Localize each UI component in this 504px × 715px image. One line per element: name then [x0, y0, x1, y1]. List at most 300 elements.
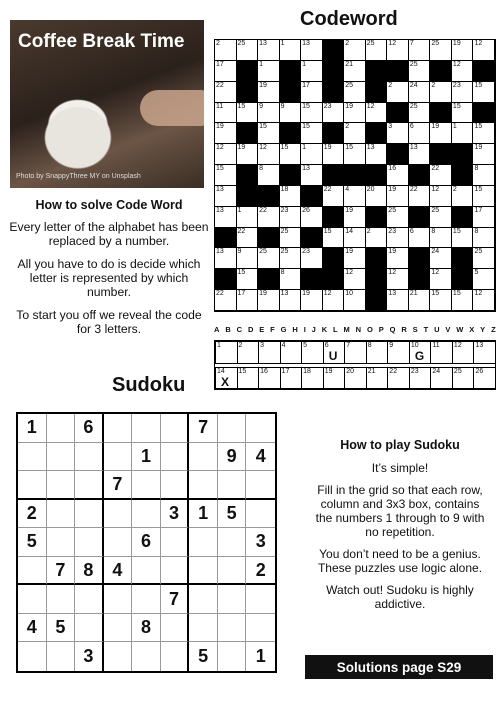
- sudoku-cell: 1: [189, 500, 218, 529]
- codeword-cell[interactable]: 12: [323, 290, 345, 311]
- codeword-cell[interactable]: 15: [323, 228, 345, 249]
- sudoku-cell[interactable]: [246, 414, 275, 443]
- alphabet-letter: Y: [480, 325, 486, 334]
- sudoku-cell[interactable]: [189, 528, 218, 557]
- key-number: 11: [432, 342, 440, 349]
- codeword-cell[interactable]: 19: [473, 144, 495, 165]
- sudoku-cell[interactable]: [75, 443, 104, 472]
- sudoku-cell: 7: [161, 585, 190, 614]
- key-cell[interactable]: [409, 341, 432, 364]
- codeword-black-cell: [366, 269, 388, 290]
- sudoku-title: Sudoku: [112, 374, 186, 396]
- sudoku-cell[interactable]: [47, 528, 76, 557]
- codeword-cell[interactable]: 8: [280, 269, 302, 290]
- codeword-black-cell: [387, 103, 409, 124]
- sudoku-cell: 1: [255, 646, 266, 667]
- codeword-cell[interactable]: 3: [387, 123, 409, 144]
- sudoku-cell[interactable]: [132, 585, 161, 614]
- codeword-cell[interactable]: 13: [301, 165, 323, 186]
- codeword-cell[interactable]: 11: [215, 103, 237, 124]
- key-cell[interactable]: [387, 367, 410, 390]
- sudoku-cell: 3: [161, 500, 190, 529]
- codeword-cell[interactable]: 8: [258, 165, 280, 186]
- codeword-cell[interactable]: 19: [430, 123, 452, 144]
- codeword-cell[interactable]: 8: [473, 165, 495, 186]
- codeword-cell[interactable]: 17: [237, 290, 259, 311]
- sudoku-cell[interactable]: [104, 614, 133, 643]
- codeword-cell[interactable]: 13: [280, 290, 302, 311]
- sudoku-cell[interactable]: [75, 500, 104, 529]
- sudoku-cell: 5: [189, 642, 218, 671]
- key-cell[interactable]: [258, 367, 281, 390]
- alphabet-letter: V: [445, 325, 451, 334]
- codeword-cell[interactable]: 1: [452, 123, 474, 144]
- key-number: 21: [367, 367, 376, 375]
- codeword-black-cell: [215, 228, 237, 249]
- sudoku-cell[interactable]: [104, 500, 133, 529]
- sudoku-cell[interactable]: [218, 557, 247, 586]
- codeword-cell[interactable]: 12: [258, 144, 280, 165]
- codeword-cell[interactable]: 18: [280, 186, 302, 207]
- codeword-black-cell: [387, 144, 409, 165]
- alphabet-letter: X: [469, 325, 475, 334]
- key-number: 4: [281, 342, 286, 349]
- sudoku-cell[interactable]: [161, 642, 190, 671]
- key-number: 13: [475, 342, 484, 349]
- codeword-cell[interactable]: 2: [344, 123, 366, 144]
- sudoku-cell[interactable]: [161, 414, 190, 443]
- sudoku-cell[interactable]: [218, 614, 247, 643]
- codeword-cell[interactable]: 4: [344, 186, 366, 207]
- codeword-cell[interactable]: 14: [344, 228, 366, 249]
- codeword-cell[interactable]: 19: [452, 40, 474, 61]
- codeword-cell[interactable]: 22: [237, 228, 259, 249]
- codeword-cell[interactable]: 24: [409, 82, 431, 103]
- key-number: 8: [367, 342, 372, 349]
- key-cell[interactable]: [344, 341, 367, 364]
- codeword-cell[interactable]: 13: [366, 144, 388, 165]
- codeword-black-cell: [258, 228, 280, 249]
- alphabet-letter: K: [321, 325, 328, 334]
- alphabet-letter: E: [259, 325, 265, 334]
- key-number: 20: [346, 367, 355, 375]
- codeword-cell[interactable]: 21: [409, 290, 431, 311]
- sudoku-cell[interactable]: [218, 471, 247, 500]
- codeword-cell[interactable]: 12: [473, 290, 495, 311]
- sudoku-cell[interactable]: [18, 443, 47, 472]
- sudoku-cell: 7: [47, 557, 76, 586]
- codeword-cell[interactable]: 12: [452, 61, 474, 82]
- codeword-cell[interactable]: 9: [258, 103, 280, 124]
- codeword-black-cell: [323, 123, 345, 144]
- key-number: 26: [475, 367, 484, 375]
- codeword-cell[interactable]: 15: [452, 103, 474, 124]
- coffee-break-banner: [10, 20, 204, 188]
- alphabet-letter: W: [456, 325, 464, 334]
- key-cell[interactable]: [237, 367, 260, 390]
- sudoku-cell[interactable]: [47, 500, 76, 529]
- alphabet-letter: C: [236, 325, 243, 334]
- sudoku-cell[interactable]: [218, 528, 247, 557]
- sudoku-cell[interactable]: [132, 471, 161, 500]
- key-cell[interactable]: [323, 341, 346, 364]
- codeword-cell[interactable]: 16: [387, 165, 409, 186]
- codeword-black-cell: [280, 61, 302, 82]
- key-cell[interactable]: [452, 367, 475, 390]
- codeword-cell[interactable]: 15: [473, 82, 495, 103]
- codeword-cell[interactable]: 17: [473, 207, 495, 228]
- sudoku-cell[interactable]: [47, 414, 76, 443]
- codeword-cell[interactable]: 2: [366, 228, 388, 249]
- codeword-cell[interactable]: 23: [323, 103, 345, 124]
- key-cell[interactable]: [366, 367, 389, 390]
- codeword-cell[interactable]: 25: [237, 40, 259, 61]
- sudoku-cell: 5: [47, 614, 76, 643]
- codeword-cell[interactable]: 13: [215, 207, 237, 228]
- alphabet-letter: S: [412, 325, 418, 334]
- codeword-black-cell: [215, 269, 237, 290]
- codeword-cell[interactable]: 15: [344, 144, 366, 165]
- codeword-cell[interactable]: 13: [215, 248, 237, 269]
- sudoku-cell[interactable]: [246, 471, 275, 500]
- key-cell[interactable]: [430, 367, 453, 390]
- codeword-black-cell: [301, 269, 323, 290]
- sudoku-cell[interactable]: [18, 585, 47, 614]
- codeword-black-cell: [366, 165, 388, 186]
- alphabet-letter: O: [366, 325, 373, 334]
- codeword-cell[interactable]: 21: [344, 61, 366, 82]
- codeword-cell[interactable]: 13: [215, 186, 237, 207]
- codeword-cell[interactable]: 15: [215, 165, 237, 186]
- alphabet-letter: R: [401, 325, 407, 334]
- key-number: 24: [432, 367, 441, 375]
- sudoku-cell[interactable]: [132, 500, 161, 529]
- sudoku-cell[interactable]: [18, 471, 47, 500]
- key-cell[interactable]: [237, 341, 260, 364]
- alphabet-letter: J: [311, 325, 316, 334]
- codeword-cell[interactable]: 15: [473, 186, 495, 207]
- codeword-cell[interactable]: 12: [430, 186, 452, 207]
- codeword-cell[interactable]: 15: [473, 123, 495, 144]
- codeword-instructions-heading: How to solve Code Word: [35, 198, 183, 212]
- sudoku-cell[interactable]: [161, 443, 190, 472]
- key-cell[interactable]: [387, 341, 410, 364]
- codeword-cell[interactable]: 12: [473, 40, 495, 61]
- sudoku-cell[interactable]: [104, 585, 133, 614]
- codeword-cell[interactable]: 15: [452, 290, 474, 311]
- codeword-black-cell: [366, 248, 388, 269]
- codeword-black-cell: [344, 165, 366, 186]
- sudoku-cell[interactable]: [47, 642, 76, 671]
- sudoku-cell: 6: [132, 528, 161, 557]
- codeword-cell[interactable]: 12: [430, 269, 452, 290]
- sudoku-cell[interactable]: [161, 471, 190, 500]
- codeword-cell[interactable]: 15: [452, 228, 474, 249]
- alphabet-letter: N: [355, 325, 362, 334]
- codeword-cell[interactable]: 22: [430, 165, 452, 186]
- sudoku-cell: 6: [75, 414, 104, 443]
- codeword-cell[interactable]: 9: [237, 248, 259, 269]
- codeword-black-cell: [452, 207, 474, 228]
- key-cell[interactable]: [344, 367, 367, 390]
- codeword-black-cell: [366, 290, 388, 311]
- sudoku-cell[interactable]: [104, 528, 133, 557]
- sudoku-cell[interactable]: [47, 585, 76, 614]
- codeword-cell[interactable]: 12: [344, 269, 366, 290]
- key-cell[interactable]: [280, 367, 303, 390]
- codeword-cell[interactable]: 22: [215, 82, 237, 103]
- hand-image: [140, 90, 204, 126]
- codeword-cell[interactable]: 19: [323, 144, 345, 165]
- key-number: 19: [324, 367, 333, 375]
- sudoku-cell: 3: [75, 642, 104, 671]
- codeword-black-cell: [452, 269, 474, 290]
- codeword-cell[interactable]: 19: [387, 186, 409, 207]
- codeword-black-cell: [237, 123, 259, 144]
- key-number: 12: [453, 342, 462, 349]
- key-number: 3: [260, 342, 264, 349]
- key-number: 14: [217, 367, 225, 375]
- sudoku-cell[interactable]: [246, 585, 275, 614]
- alphabet-letter: A: [214, 325, 220, 334]
- codeword-cell[interactable]: 12: [387, 269, 409, 290]
- alphabet-letter: I: [303, 325, 306, 334]
- sudoku-para-3: You don’t need to be a genius. These puzzles use logic alone.: [317, 547, 483, 575]
- alphabet-letter: L: [333, 325, 338, 334]
- codeword-cell[interactable]: 25: [280, 248, 302, 269]
- codeword-cell[interactable]: 19: [344, 103, 366, 124]
- sudoku-cell[interactable]: [75, 585, 104, 614]
- codeword-black-cell: [237, 165, 259, 186]
- sudoku-cell[interactable]: [189, 443, 218, 472]
- key-cell[interactable]: [452, 341, 475, 364]
- sudoku-cell[interactable]: [18, 557, 47, 586]
- codeword-cell[interactable]: 19: [237, 144, 259, 165]
- sudoku-cell: 3: [246, 528, 275, 557]
- codeword-cell[interactable]: 25: [258, 248, 280, 269]
- codeword-black-cell: [409, 248, 431, 269]
- sudoku-cell[interactable]: [132, 557, 161, 586]
- sudoku-cell[interactable]: [218, 642, 247, 671]
- key-cell[interactable]: [473, 367, 496, 390]
- codeword-cell[interactable]: 2: [430, 82, 452, 103]
- codeword-cell[interactable]: 15: [280, 144, 302, 165]
- codeword-cell[interactable]: 17: [215, 61, 237, 82]
- key-cell[interactable]: [258, 341, 281, 364]
- codeword-cell[interactable]: 25: [344, 82, 366, 103]
- codeword-cell[interactable]: 25: [280, 228, 302, 249]
- sudoku-cell[interactable]: [104, 414, 133, 443]
- sudoku-cell[interactable]: [132, 642, 161, 671]
- codeword-cell[interactable]: 23: [280, 207, 302, 228]
- key-cell[interactable]: [301, 341, 324, 364]
- alphabet-letter: Q: [389, 325, 396, 334]
- key-cell[interactable]: [323, 367, 346, 390]
- codeword-cell[interactable]: 12: [387, 40, 409, 61]
- codeword-black-cell: [409, 207, 431, 228]
- sudoku-cell[interactable]: [218, 414, 247, 443]
- sudoku-grid: [16, 412, 277, 673]
- sudoku-cell[interactable]: [132, 414, 161, 443]
- codeword-cell[interactable]: 25: [387, 207, 409, 228]
- sudoku-cell: 9: [218, 443, 247, 472]
- alphabet-letter: F: [270, 325, 275, 334]
- instructions-para-1: Every letter of the alphabet has been replaced by a number.: [9, 220, 209, 248]
- codeword-cell[interactable]: 13: [387, 290, 409, 311]
- alphabet-strip: [214, 325, 496, 334]
- codeword-black-cell: [280, 123, 302, 144]
- codeword-cell[interactable]: 2: [452, 186, 474, 207]
- sudoku-cell[interactable]: [246, 614, 275, 643]
- codeword-cell[interactable]: 13: [258, 40, 280, 61]
- codeword-cell[interactable]: 5: [473, 269, 495, 290]
- codeword-cell[interactable]: 23: [301, 248, 323, 269]
- sudoku-cell[interactable]: [75, 614, 104, 643]
- key-number: 22: [389, 367, 398, 375]
- sudoku-cell[interactable]: [189, 614, 218, 643]
- codeword-cell[interactable]: 26: [301, 207, 323, 228]
- codeword-cell[interactable]: 2: [387, 82, 409, 103]
- key-number: 23: [410, 367, 419, 375]
- sudoku-cell[interactable]: [246, 500, 275, 529]
- codeword-cell[interactable]: 23: [387, 228, 409, 249]
- codeword-grid: [214, 39, 496, 312]
- codeword-cell[interactable]: 15: [301, 103, 323, 124]
- codeword-cell[interactable]: 19: [215, 123, 237, 144]
- codeword-cell[interactable]: 13: [409, 144, 431, 165]
- key-number: 7: [346, 342, 351, 349]
- codeword-black-cell: [409, 165, 431, 186]
- codeword-cell[interactable]: 12: [366, 103, 388, 124]
- codeword-cell[interactable]: 19: [344, 207, 366, 228]
- codeword-cell[interactable]: 22: [215, 290, 237, 311]
- codeword-cell[interactable]: 19: [258, 290, 280, 311]
- alphabet-letter: M: [343, 325, 350, 334]
- sudoku-cell: 8: [132, 614, 161, 643]
- codeword-cell[interactable]: 1: [301, 61, 323, 82]
- key-cell[interactable]: [280, 341, 303, 364]
- codeword-cell[interactable]: 6: [409, 123, 431, 144]
- codeword-cell[interactable]: 9: [280, 103, 302, 124]
- sudoku-cell[interactable]: [75, 528, 104, 557]
- instructions-para-3: To start you off we reveal the code for 3 letters.: [16, 308, 202, 336]
- alphabet-letter: U: [434, 325, 440, 334]
- key-cell[interactable]: [215, 341, 238, 364]
- key-number: 25: [453, 367, 462, 375]
- codeword-cell[interactable]: 1: [258, 61, 280, 82]
- sudoku-cell[interactable]: [161, 557, 190, 586]
- codeword-black-cell: [237, 82, 259, 103]
- alphabet-letter: G: [280, 325, 287, 334]
- codeword-title: Codeword: [300, 8, 398, 30]
- codeword-cell[interactable]: 8: [430, 228, 452, 249]
- sudoku-cell: 1: [132, 443, 161, 472]
- key-cell[interactable]: [301, 367, 324, 390]
- key-cell[interactable]: [473, 341, 496, 364]
- key-cell[interactable]: [409, 367, 432, 390]
- codeword-cell[interactable]: 12: [215, 144, 237, 165]
- codeword-cell[interactable]: 7: [409, 40, 431, 61]
- codeword-black-cell: [452, 248, 474, 269]
- codeword-key-grid: [214, 340, 496, 390]
- sudoku-cell[interactable]: [189, 585, 218, 614]
- sudoku-cell[interactable]: [189, 471, 218, 500]
- codeword-cell[interactable]: 13: [301, 40, 323, 61]
- key-cell[interactable]: [215, 367, 238, 390]
- codeword-cell[interactable]: 1: [301, 144, 323, 165]
- sudoku-cell[interactable]: [75, 471, 104, 500]
- codeword-black-cell: [366, 123, 388, 144]
- sudoku-cell[interactable]: [47, 443, 76, 472]
- sudoku-cell[interactable]: [161, 614, 190, 643]
- codeword-cell[interactable]: 1: [237, 207, 259, 228]
- codeword-black-cell: [323, 269, 345, 290]
- codeword-cell[interactable]: 22: [258, 207, 280, 228]
- codeword-cell[interactable]: 25: [430, 207, 452, 228]
- sudoku-cell[interactable]: [189, 557, 218, 586]
- key-cell[interactable]: [366, 341, 389, 364]
- codeword-cell[interactable]: 2: [344, 40, 366, 61]
- codeword-cell[interactable]: 10: [344, 290, 366, 311]
- sudoku-cell[interactable]: [18, 642, 47, 671]
- codeword-cell[interactable]: 20: [366, 186, 388, 207]
- codeword-cell[interactable]: 25: [473, 248, 495, 269]
- codeword-cell[interactable]: 19: [387, 248, 409, 269]
- sudoku-cell: 2: [246, 557, 275, 586]
- banner-title: Coffee Break Time: [18, 31, 185, 52]
- sudoku-cell[interactable]: [104, 642, 133, 671]
- codeword-cell[interactable]: 1: [280, 40, 302, 61]
- codeword-cell[interactable]: 17: [301, 82, 323, 103]
- codeword-cell[interactable]: 19: [301, 290, 323, 311]
- codeword-cell[interactable]: 6: [409, 228, 431, 249]
- sudoku-cell[interactable]: [47, 471, 76, 500]
- key-cell[interactable]: [430, 341, 453, 364]
- codeword-cell[interactable]: 25: [430, 40, 452, 61]
- codeword-cell[interactable]: 15: [301, 123, 323, 144]
- sudoku-cell[interactable]: [218, 585, 247, 614]
- codeword-cell[interactable]: 15: [258, 123, 280, 144]
- sudoku-cell[interactable]: [104, 443, 133, 472]
- codeword-cell[interactable]: 25: [409, 103, 431, 124]
- codeword-black-cell: [323, 165, 345, 186]
- alphabet-letter: B: [225, 325, 231, 334]
- codeword-cell[interactable]: 8: [473, 228, 495, 249]
- codeword-black-cell: [366, 82, 388, 103]
- codeword-cell[interactable]: 2: [215, 40, 237, 61]
- sudoku-cell[interactable]: [161, 528, 190, 557]
- codeword-black-cell: [409, 269, 431, 290]
- codeword-cell[interactable]: 25: [409, 61, 431, 82]
- sudoku-cell: 2: [18, 500, 47, 529]
- codeword-cell[interactable]: 19: [258, 82, 280, 103]
- codeword-cell[interactable]: 23: [452, 82, 474, 103]
- codeword-black-cell: [323, 207, 345, 228]
- codeword-cell[interactable]: 25: [366, 40, 388, 61]
- codeword-cell[interactable]: 22: [409, 186, 431, 207]
- codeword-cell[interactable]: 22: [323, 186, 345, 207]
- codeword-cell[interactable]: 19: [344, 248, 366, 269]
- codeword-black-cell: [387, 61, 409, 82]
- codeword-cell[interactable]: 15: [237, 103, 259, 124]
- codeword-cell[interactable]: 15: [430, 290, 452, 311]
- key-number: 1: [217, 342, 221, 349]
- alphabet-letter: P: [378, 325, 384, 334]
- codeword-black-cell: [452, 165, 474, 186]
- codeword-cell[interactable]: 24: [430, 248, 452, 269]
- codeword-cell[interactable]: 15: [237, 269, 259, 290]
- codeword-black-cell: [280, 82, 302, 103]
